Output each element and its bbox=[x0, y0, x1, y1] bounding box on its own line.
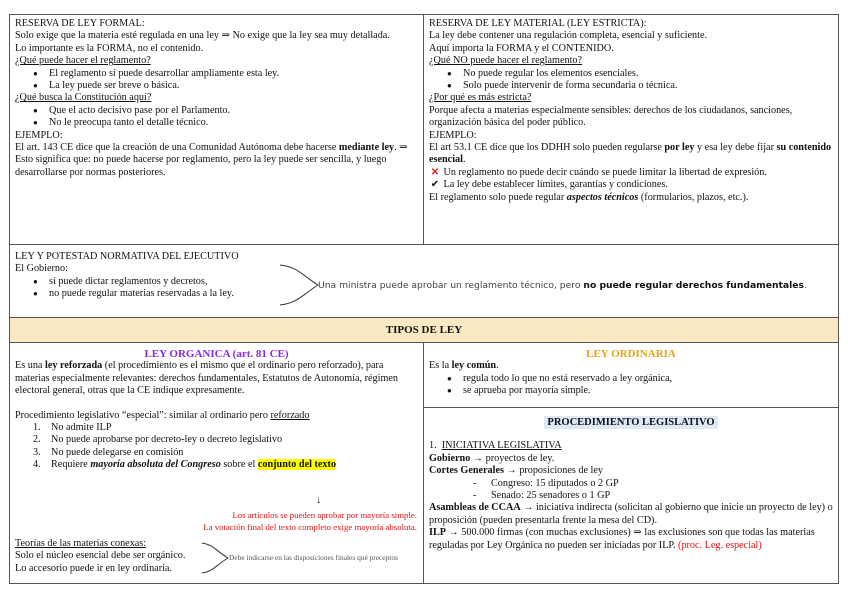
down-arrow-icon: ↓ bbox=[316, 495, 322, 506]
list-item: ● se aprueba por mayoría simple. bbox=[463, 385, 833, 397]
cortes-line: Cortes Generales → proposiciones de ley bbox=[429, 465, 603, 477]
ilp-line: ILP → 500.000 firmas (con muchas exclusiones) ⇒ las exclusiones son que todas las materias reguladas por Ley Orgánica no pueden ser iniciadas por ILP. (proc. Leg. especial) bbox=[429, 527, 815, 551]
ccaa-line: Asambleas de CCAA → iniciativa indirecta (solicitan al gobierno que inicie un proyecto de ley) o proposición (pueden presentarla frente la mesa del CD). bbox=[429, 502, 833, 526]
formal-ejemplo-label: EJEMPLO: bbox=[15, 129, 63, 141]
material-last-line: El reglamento solo puede regular aspectos técnicos (formularios, plazos, etc.). bbox=[429, 191, 749, 203]
iniciativa-heading: 1. INICIATIVA LEGISLATIVA bbox=[429, 440, 562, 452]
material-cross-line: ✕ Un reglamento no puede decir cuándo se puede limitar la libertad de expresión. bbox=[430, 166, 767, 178]
material-title: RESERVA DE LEY MATERIAL (LEY ESTRICTA): bbox=[429, 18, 647, 29]
material-ejemplo-label: EJEMPLO: bbox=[429, 129, 477, 141]
material-question-2: ¿Por qué es más estricta? bbox=[429, 92, 532, 104]
material-q2-text: Porque afecta a materias especialmente sensibles: derechos de los ciudadanos, sanciones, organización básica del poder público. bbox=[429, 104, 793, 129]
organica-procedimiento: Procedimiento legislativo “especial”: similar al ordinario pero reforzado bbox=[15, 409, 310, 421]
formal-ejemplo-text: El art. 143 CE dice que la creación de una Comunidad Autónoma debe hacerse mediante ley. ⇒ Esto significa que: no puede hacerse por reglamento, pero la ley puede ser sencilla, y luego desarrollarse por normas posteriores. bbox=[15, 142, 408, 178]
formal-question-2: ¿Qué busca la Constitución aquí? bbox=[15, 92, 152, 104]
ley-ordinaria-cell bbox=[423, 342, 839, 408]
list-item: 2. No puede aprobarse por decreto-ley o decreto legislativo bbox=[33, 434, 283, 446]
material-check-line: ✔ La ley debe establecer límites, garantías y condiciones. bbox=[430, 179, 668, 191]
check-mark-icon: ✔ bbox=[430, 179, 440, 191]
tipos-header bbox=[9, 317, 839, 343]
formal-line2: Lo importante es la FORMA, no el contenido. bbox=[15, 42, 204, 54]
potestad-note: Una ministra puede aprobar un reglamento técnico, pero no puede regular derechos fundamentales. bbox=[318, 280, 807, 291]
cross-mark-icon: ✕ bbox=[430, 166, 440, 178]
formal-line1: Solo exige que la materia esté regulada en una ley ⇒ No exige que la ley sea muy detallada. bbox=[15, 30, 390, 42]
material-ejemplo-text: El art 53.1 CE dice que los DDHH solo pueden regularse por ley y esa ley debe fijar su contenido esencial. bbox=[429, 142, 832, 166]
list-item: ● Que el acto decisivo pase por el Parlamento. bbox=[49, 105, 418, 117]
list-item: ● La ley puede ser breve o básica. bbox=[49, 80, 418, 92]
list-item: 3. No puede delegarse en comisión bbox=[33, 446, 184, 458]
organica-intro: Es una ley reforzada (el procedimiento es el mismo que el ordinario pero reforzado), para materias especialmente relevantes: derechos fundamentales, Estatutos de Autonomía, régimen electoral general, otras que la CE indique expresamente. bbox=[15, 360, 399, 397]
brace-arrow-icon bbox=[200, 541, 230, 575]
formal-question-1: ¿Qué puede hacer el reglamento? bbox=[15, 55, 151, 67]
formal-title: RESERVA DE LEY FORMAL: bbox=[15, 18, 145, 29]
brace-arrow-icon bbox=[278, 263, 322, 307]
organica-red-note-1: Los artículos se pueden aprobar por mayoría simple. bbox=[232, 510, 417, 520]
list-item: - Congreso: 15 diputados o 2 GP bbox=[491, 478, 833, 490]
procedimiento-title: PROCEDIMIENTO LEGISLATIVO bbox=[429, 417, 833, 429]
material-line1: La ley debe contener una regulación completa, esencial y suficiente. bbox=[429, 30, 708, 42]
organica-title: LEY ORGANICA (art. 81 CE) bbox=[144, 348, 289, 360]
potestad-gobierno: El Gobierno: bbox=[15, 263, 68, 275]
list-item: - Senado: 25 senadores o 1 GP bbox=[491, 490, 833, 502]
tipos-title: TIPOS DE LEY bbox=[385, 324, 463, 336]
list-item: ● no puede regular materias reservadas a la ley. bbox=[49, 288, 833, 300]
procedimiento-cell bbox=[423, 407, 839, 584]
list-item: 1. No admite ILP bbox=[33, 422, 112, 434]
material-line2: Aquí importa la FORMA y el CONTENIDO. bbox=[429, 42, 614, 54]
gobierno-line: Gobierno → proyectos de ley. bbox=[429, 452, 555, 464]
organica-teoria-1: Solo el núcleo esencial debe ser orgánico. bbox=[15, 550, 186, 562]
organica-teoria-2: Lo accesorio puede ir en ley ordinaria. bbox=[15, 562, 172, 574]
reserva-material-cell bbox=[423, 14, 839, 245]
ordinaria-title: LEY ORDINARIA bbox=[586, 348, 676, 360]
list-item: ● El reglamento sí puede desarrollar ampliamente esta ley. bbox=[49, 68, 418, 80]
organica-red-note-2: La votación final del texto completo exige mayoría absoluta. bbox=[203, 522, 417, 532]
potestad-title: LEY Y POTESTAD NORMATIVA DEL EJECUTIVO bbox=[15, 251, 239, 262]
list-item: ● No le preocupa tanto el detalle técnico. bbox=[49, 117, 418, 129]
list-item: ● sí puede dictar reglamentos y decretos, bbox=[49, 276, 833, 288]
organica-teorias: Teorías de las materias conexas: bbox=[15, 538, 147, 549]
reserva-formal-cell bbox=[9, 14, 424, 245]
material-question-1: ¿Qué NO puede hacer el reglamento? bbox=[429, 55, 583, 67]
potestad-cell bbox=[9, 244, 839, 318]
list-item: ● No puede regular los elementos esenciales. bbox=[463, 68, 833, 80]
organica-teorias-note: Debe indicarse en las disposiciones finales qué preceptos bbox=[229, 553, 398, 562]
list-item: ● regula todo lo que no está reservado a ley orgánica, bbox=[463, 373, 833, 385]
list-item: 4. Requiere mayoría absoluta del Congreso sobre el conjunto del texto bbox=[33, 459, 336, 471]
list-item: ● Solo puede intervenir de forma secundaria o técnica. bbox=[463, 80, 833, 92]
ordinaria-intro: Es la ley común. bbox=[429, 360, 499, 372]
ley-organica-cell bbox=[9, 342, 424, 584]
